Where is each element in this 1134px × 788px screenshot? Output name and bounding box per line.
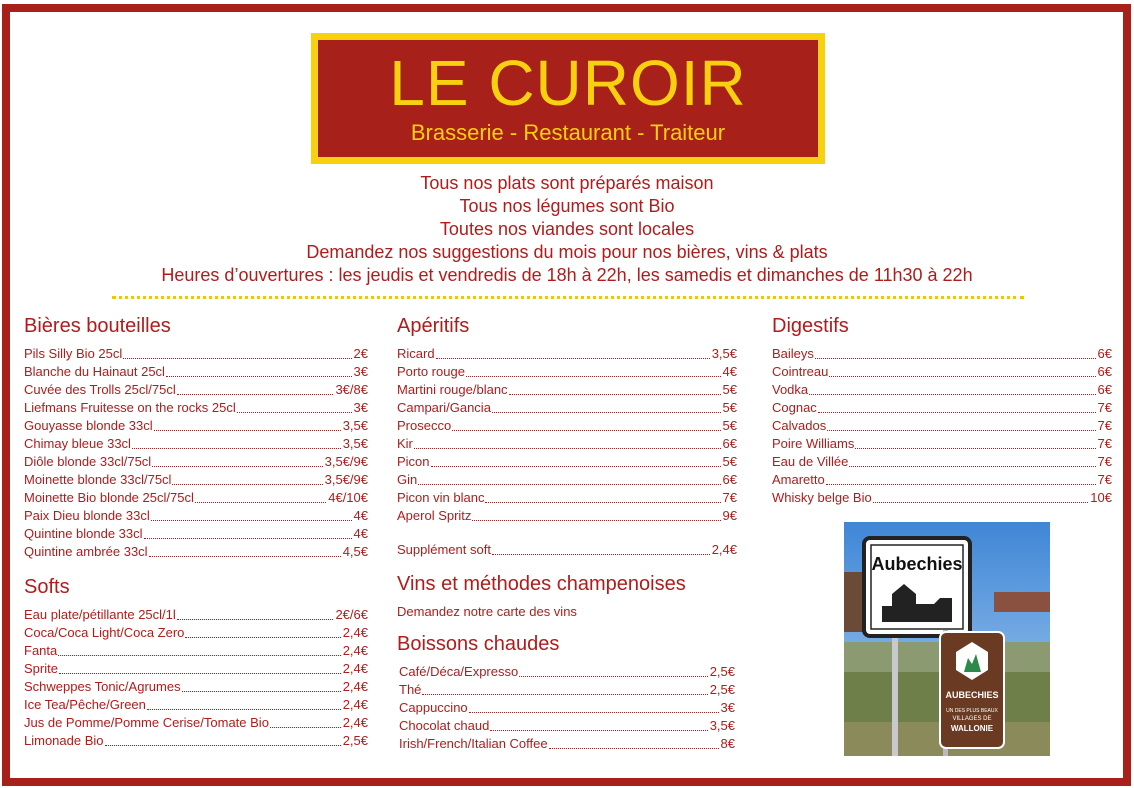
- village-sign-image: [844, 522, 1050, 756]
- menu-item: [772, 399, 1112, 417]
- menu-item: [24, 606, 368, 624]
- item-price: 4€: [353, 526, 368, 541]
- leader-dots: [452, 430, 720, 431]
- leader-dots: [147, 709, 341, 710]
- menu-item: [24, 507, 368, 525]
- logo-panel: [318, 40, 818, 157]
- item-name: Porto rouge: [397, 364, 465, 379]
- column-left: [24, 314, 368, 750]
- item-price: 2€: [353, 346, 368, 361]
- item-price: 6€: [1097, 364, 1112, 379]
- menu-item: [24, 678, 368, 696]
- column-right: [772, 314, 1112, 507]
- bieres-list: [24, 345, 368, 561]
- item-name: Irish/French/Italian Coffee: [399, 736, 548, 751]
- leader-dots: [422, 694, 707, 695]
- item-price: 3,5€: [342, 418, 368, 433]
- item-price: 4,5€: [342, 544, 368, 559]
- item-name: Cognac: [772, 400, 817, 415]
- section-title-bieres: Bières bouteilles: [24, 315, 171, 337]
- item-name: Chocolat chaud: [399, 718, 490, 733]
- item-price: 2,4€: [711, 542, 737, 557]
- menu-item: [397, 399, 737, 417]
- item-price: 7€: [1097, 454, 1112, 469]
- menu-item: [24, 399, 368, 417]
- menu-item: [24, 696, 368, 714]
- item-price: 3,5€/9€: [324, 454, 368, 469]
- leader-dots: [472, 520, 720, 521]
- leader-dots: [549, 748, 719, 749]
- leader-dots: [509, 394, 721, 395]
- section-title-digestifs: Digestifs: [772, 315, 849, 337]
- item-name: Kir: [397, 436, 413, 451]
- item-price: 2€/6€: [335, 607, 368, 622]
- item-price: 3,5€: [709, 718, 735, 733]
- leader-dots: [154, 430, 341, 431]
- menu-item: [24, 453, 368, 471]
- item-name: Café/Déca/Expresso: [399, 664, 519, 679]
- item-name: Diôle blonde 33cl/75cl: [24, 454, 152, 469]
- item-price: 2,4€: [342, 625, 368, 640]
- leader-dots: [182, 691, 341, 692]
- item-price: 3,5€/9€: [324, 472, 368, 487]
- leader-dots: [418, 484, 720, 485]
- item-name: Ice Tea/Pêche/Green: [24, 697, 146, 712]
- leader-dots: [492, 412, 721, 413]
- item-price: 4€: [722, 364, 737, 379]
- menu-item: [397, 417, 737, 435]
- item-name: Gin: [397, 472, 418, 487]
- item-price: 2,5€: [342, 733, 368, 748]
- item-name: Cointreau: [772, 364, 829, 379]
- item-name: Ricard: [397, 346, 435, 361]
- menu-item: [24, 624, 368, 642]
- leader-dots: [151, 520, 352, 521]
- intro-line: Tous nos plats sont préparés maison: [420, 173, 714, 193]
- menu-item: [24, 489, 368, 507]
- leader-dots: [485, 502, 720, 503]
- village-sign-photo: [844, 522, 1050, 756]
- item-name: Gouyasse blonde 33cl: [24, 418, 153, 433]
- item-name: Poire Williams: [772, 436, 855, 451]
- menu-item: [24, 543, 368, 561]
- item-price: 3€: [353, 364, 368, 379]
- leader-dots: [58, 655, 340, 656]
- leader-dots: [469, 712, 719, 713]
- leader-dots: [185, 637, 340, 638]
- item-name: Pils Silly Bio 25cl: [24, 346, 123, 361]
- menu-item: [24, 525, 368, 543]
- item-name: Liefmans Fruitesse on the rocks 25cl: [24, 400, 236, 415]
- leader-dots: [149, 556, 341, 557]
- item-name: Martini rouge/blanc: [397, 382, 508, 397]
- item-name: Paix Dieu blonde 33cl: [24, 508, 150, 523]
- item-name: Chimay bleue 33cl: [24, 436, 131, 451]
- leader-dots: [59, 673, 341, 674]
- menu-item: [399, 699, 735, 717]
- leader-dots: [431, 466, 721, 467]
- leader-dots: [177, 619, 334, 620]
- softs-list: [24, 606, 368, 750]
- item-price: 8€: [720, 736, 735, 751]
- item-name: Jus de Pomme/Pomme Cerise/Tomate Bio: [24, 715, 269, 730]
- wine-list-note: Demandez notre carte des vins: [397, 604, 577, 619]
- item-name: Fanta: [24, 643, 58, 658]
- menu-item: [397, 453, 737, 471]
- item-price: 4€/10€: [328, 490, 368, 505]
- leader-dots: [132, 448, 341, 449]
- item-price: 2,4€: [342, 679, 368, 694]
- leader-dots: [855, 448, 1095, 449]
- leader-dots: [466, 376, 721, 377]
- item-price: 7€: [1097, 418, 1112, 433]
- menu-item: [399, 681, 735, 699]
- section-title-aperitifs: Apéritifs: [397, 315, 470, 337]
- leader-dots: [144, 538, 352, 539]
- leader-dots: [826, 484, 1096, 485]
- leader-dots: [270, 727, 341, 728]
- item-name: Supplément soft: [397, 542, 491, 557]
- chaudes-list: [397, 663, 735, 753]
- item-name: Cappuccino: [399, 700, 468, 715]
- item-name: Baileys: [772, 346, 814, 361]
- item-name: Quintine blonde 33cl: [24, 526, 143, 541]
- item-price: 6€: [722, 472, 737, 487]
- menu-item: [399, 735, 735, 753]
- digestifs-list: [772, 345, 1112, 507]
- item-name: Limonade Bio: [24, 733, 104, 748]
- section-title-vins: Vins et méthodes champenoises: [397, 573, 686, 595]
- menu-item: [772, 489, 1112, 507]
- item-name: Vodka: [772, 382, 809, 397]
- menu-item: [24, 363, 368, 381]
- leader-dots: [436, 358, 710, 359]
- item-name: Cuvée des Trolls 25cl/75cl: [24, 382, 176, 397]
- item-price: 2,5€: [709, 682, 735, 697]
- leader-dots: [809, 394, 1095, 395]
- item-name: Aperol Spritz: [397, 508, 472, 523]
- item-price: 2,4€: [342, 661, 368, 676]
- leader-dots: [818, 412, 1096, 413]
- item-price: 5€: [722, 400, 737, 415]
- column-middle: [397, 314, 737, 753]
- item-name: Coca/Coca Light/Coca Zero: [24, 625, 185, 640]
- intro-line: Toutes nos viandes sont locales: [439, 219, 695, 239]
- item-name: Calvados: [772, 418, 827, 433]
- item-price: 3€/8€: [335, 382, 368, 397]
- menu-item: [24, 417, 368, 435]
- badge-line1: UN DES PLUS BEAUX: [946, 708, 998, 714]
- opening-hours: Heures d’ouvertures : les jeudis et vendredis de 18h à 22h, les samedis et dimanches de 11h30 à 22h: [161, 265, 973, 285]
- menu-item: [24, 660, 368, 678]
- leader-dots: [849, 466, 1095, 467]
- leader-dots: [152, 466, 322, 467]
- item-price: 9€: [722, 508, 737, 523]
- menu-item: [397, 345, 737, 363]
- badge-name: AUBECHIES: [945, 690, 999, 700]
- menu-item: [772, 363, 1112, 381]
- leader-dots: [490, 730, 707, 731]
- menu-item: [772, 417, 1112, 435]
- item-name: Picon vin blanc: [397, 490, 485, 505]
- menu-item: [772, 345, 1112, 363]
- menu-item: [24, 381, 368, 399]
- logo: [311, 33, 825, 164]
- section-title-chaudes: Boissons chaudes: [397, 633, 560, 655]
- item-price: 5€: [722, 418, 737, 433]
- menu-item: [772, 471, 1112, 489]
- sign-text: Aubechies: [871, 554, 963, 574]
- item-name: Prosecco: [397, 418, 452, 433]
- item-name: Schweppes Tonic/Agrumes: [24, 679, 181, 694]
- menu-item: [24, 471, 368, 489]
- menu-item: [397, 381, 737, 399]
- dotted-divider: [112, 296, 1024, 299]
- item-price: 3,5€: [711, 346, 737, 361]
- section-title-softs: Softs: [24, 576, 70, 598]
- badge-line3: WALLONIE: [950, 724, 994, 733]
- leader-dots: [873, 502, 1089, 503]
- aperitifs-list: [397, 345, 737, 525]
- menu-item: [399, 663, 735, 681]
- restaurant-tagline: Brasserie - Restaurant - Traiteur: [410, 120, 726, 145]
- item-name: Moinette blonde 33cl/75cl: [24, 472, 172, 487]
- menu-item: [399, 717, 735, 735]
- leader-dots: [827, 430, 1095, 431]
- menu-item: [397, 489, 737, 507]
- leader-dots: [492, 554, 710, 555]
- item-name: Quintine ambrée 33cl: [24, 544, 148, 559]
- item-name: Amaretto: [772, 472, 825, 487]
- item-price: 5€: [722, 454, 737, 469]
- leader-dots: [237, 412, 352, 413]
- leader-dots: [105, 745, 341, 746]
- leader-dots: [815, 358, 1096, 359]
- leader-dots: [166, 376, 352, 377]
- menu-item: [772, 435, 1112, 453]
- item-name: Campari/Gancia: [397, 400, 491, 415]
- menu-item-supplement: [397, 541, 737, 559]
- item-name: Picon: [397, 454, 430, 469]
- menu-item: [397, 471, 737, 489]
- menu-item: [24, 642, 368, 660]
- menu-item: [772, 453, 1112, 471]
- leader-dots: [519, 676, 707, 677]
- item-price: 3€: [720, 700, 735, 715]
- item-price: 7€: [1097, 472, 1112, 487]
- item-name: Eau de Villée: [772, 454, 849, 469]
- item-name: Eau plate/pétillante 25cl/1l: [24, 607, 176, 622]
- item-price: 6€: [1097, 382, 1112, 397]
- menu-item: [772, 381, 1112, 399]
- intro-text: [20, 172, 1114, 287]
- leader-dots: [829, 376, 1095, 377]
- item-price: 7€: [1097, 400, 1112, 415]
- item-price: 6€: [1097, 346, 1112, 361]
- leader-dots: [195, 502, 326, 503]
- item-price: 2,5€: [709, 664, 735, 679]
- badge-line2: VILLAGES DE: [952, 716, 992, 722]
- item-name: Sprite: [24, 661, 58, 676]
- leader-dots: [177, 394, 334, 395]
- leader-dots: [414, 448, 721, 449]
- item-name: Whisky belge Bio: [772, 490, 872, 505]
- item-price: 7€: [722, 490, 737, 505]
- item-price: 3,5€: [342, 436, 368, 451]
- item-price: 3€: [353, 400, 368, 415]
- menu-item: [397, 507, 737, 525]
- item-price: 5€: [722, 382, 737, 397]
- item-price: 2,4€: [342, 697, 368, 712]
- item-price: 7€: [1097, 436, 1112, 451]
- menu-item: [24, 732, 368, 750]
- item-price: 4€: [353, 508, 368, 523]
- item-name: Blanche du Hainaut 25cl: [24, 364, 165, 379]
- item-price: 10€: [1090, 490, 1112, 505]
- menu-item: [24, 435, 368, 453]
- item-name: Moinette Bio blonde 25cl/75cl: [24, 490, 194, 505]
- leader-dots: [172, 484, 322, 485]
- item-price: 2,4€: [342, 715, 368, 730]
- intro-line: Tous nos légumes sont Bio: [459, 196, 675, 216]
- menu-item: [24, 714, 368, 732]
- item-name: Thé: [399, 682, 422, 697]
- restaurant-name: LE CUROIR: [389, 47, 747, 119]
- menu-item: [397, 363, 737, 381]
- leader-dots: [123, 358, 351, 359]
- menu-item: [24, 345, 368, 363]
- intro-line: Demandez nos suggestions du mois pour nos bières, vins & plats: [306, 242, 828, 262]
- item-price: 2,4€: [342, 643, 368, 658]
- menu-item: [397, 435, 737, 453]
- item-price: 6€: [722, 436, 737, 451]
